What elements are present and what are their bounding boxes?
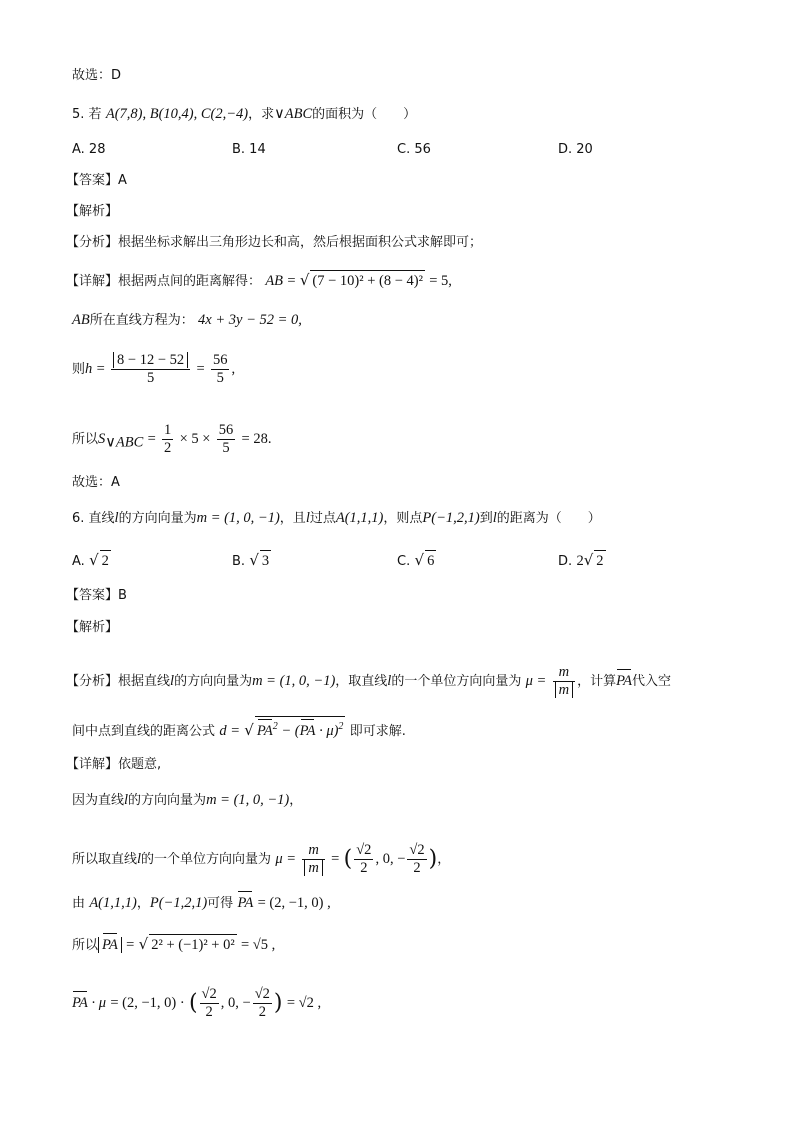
q6-stem: 6. 直线l的方向向量为m = (1, 0, −1)，且l过点A(1,1,1)，则点P(−1,2,1)到l的距离为（ ） (72, 510, 601, 526)
q6-unit-vector: 所以取直线l的一个单位方向向量为 μ = $\frac{m}{m}$ = ( $\frac{√2}{2}$ , 0, − $\frac{√2}{2}$ )， (72, 842, 451, 876)
q5-option-b: B. 14 (232, 142, 266, 157)
q5-analysis-tag: 【解析】 (66, 204, 119, 219)
q5-choice: 故选：A (72, 475, 120, 490)
q5-option-d: D. 20 (558, 142, 593, 157)
q5-area: 所以$S_{\vee ABC}$ = $\frac{1}{2}$ × 5 × $\frac{56}{5}$ = 28. (72, 422, 272, 456)
q6-analysis-tag: 【解析】 (66, 620, 119, 635)
q5-h-fraction: $\frac{8 - 12 - 52}{5}$ (111, 352, 190, 387)
q5-ab-radicand: (7 − 10)² + (8 − 4)² (310, 270, 425, 291)
q5-points: A(7,8), B(10,4), C(2,−4) (105, 106, 249, 122)
q5-option-a: A. 28 (72, 142, 106, 157)
q5-xiangjie: 【详解】根据两点间的距离解得： AB = √ (7 − 10)² + (8 − 4)² = 5, (66, 271, 452, 289)
q6-fenxi-line2: 间中点到直线的距离公式 d = √ $PA^2 - (PA \cdot \mu)^2$ 即可求解. (72, 716, 406, 742)
answer-value: A (118, 173, 127, 188)
q5-h-result: $\frac{56}{5}$ (212, 352, 228, 386)
q4-choice: 故选：D (72, 68, 122, 83)
q6-option-c: C. √ 6 (397, 551, 435, 569)
q5-option-c: C. 56 (397, 142, 431, 157)
q5-line-equation: AB所在直线方程为： 4x + 3y − 52 = 0, (72, 312, 302, 328)
q5-stem: 5. 若 A(7,8), B(10,4), C(2,−4)，求∨ABC的面积为（ ） (72, 106, 417, 122)
q5-height: 则h = $\frac{8 - 12 - 52}{5}$ = $\frac{56}{5}$ , (72, 352, 236, 386)
q6-option-a: A. √ 2 (72, 551, 109, 569)
q5-triangle: ∨ABC (274, 106, 313, 122)
answer-tag: 【答案】 (66, 173, 119, 188)
q6-answer: 【答案】B (66, 588, 127, 603)
q6-because: 因为直线l的方向向量为m = (1, 0, −1)， (72, 792, 303, 808)
q6-option-b: B. √ 3 (232, 551, 270, 569)
q6-pa-norm: 所以 PA = √ 2² + (−1)² + 0² = √5 , (72, 935, 276, 953)
q5-answer (66, 171, 127, 191)
q6-option-d: D. 2√ 2 (558, 551, 604, 569)
q6-dot-product: PA · μ = (2, −1, 0) · ( $\frac{√2}{2}$ , 0, − $\frac{√2}{2}$ ) = √2 , (72, 986, 322, 1020)
q6-fenxi-line1: 【分析】根据直线l的方向向量为m = (1, 0, −1)，取直线l的一个单位方向向量为 μ = $\frac{m}{m}$ ，计算PA代入空 (66, 664, 672, 698)
q6-xiangjie: 【详解】依题意, (66, 757, 162, 772)
q6-pa-vector: 由 A(1,1,1)，P(−1,2,1)可得 PA = (2, −1, 0) , (72, 895, 331, 911)
q5-fenxi: 【分析】根据坐标求解出三角形边长和高，然后根据面积公式求解即可； (66, 235, 483, 250)
